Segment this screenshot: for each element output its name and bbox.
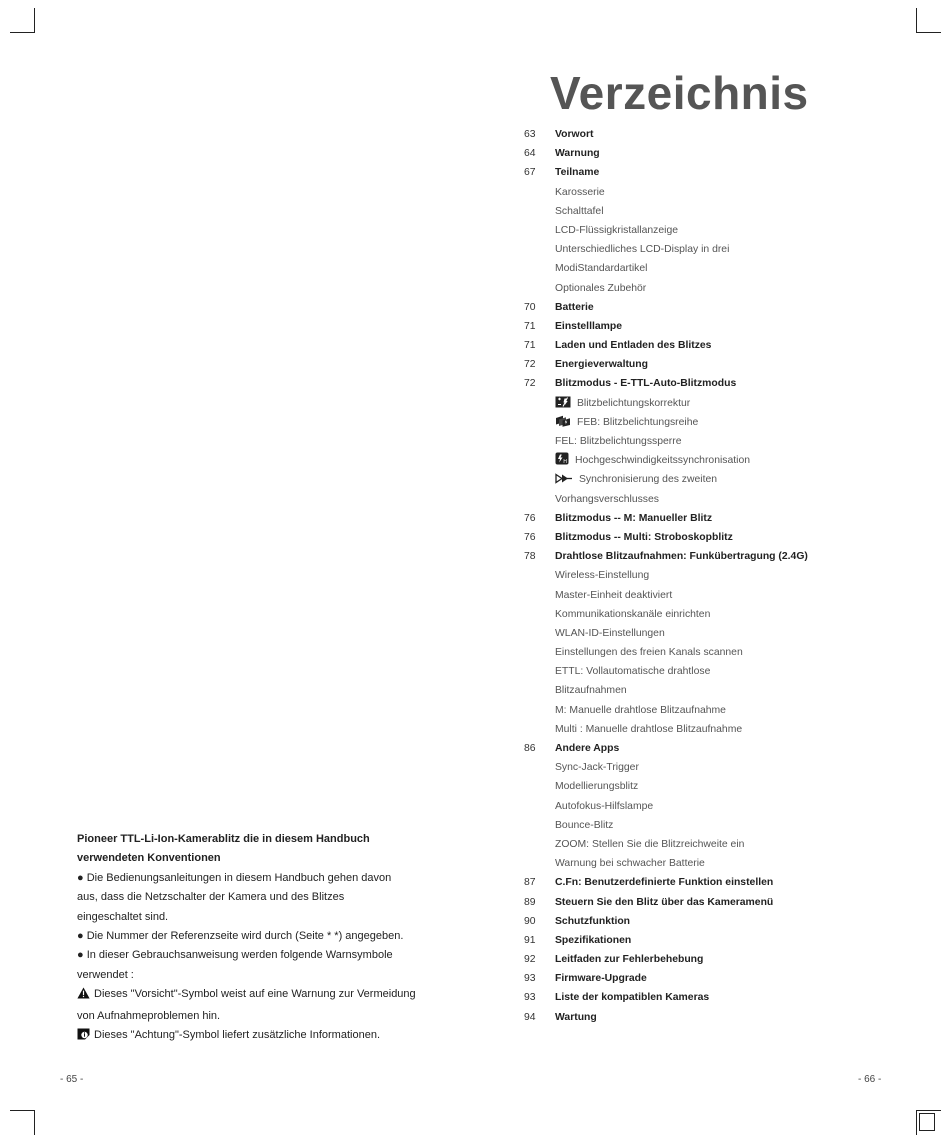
toc-title xyxy=(555,720,742,739)
toc-title-text: Kommunikationskanäle einrichten xyxy=(555,608,711,620)
toc-page-number: 92 xyxy=(524,954,536,966)
conventions-text-6: verwendet : xyxy=(77,968,134,981)
svg-text:H: H xyxy=(563,459,568,466)
toc-title-text: Vorwort xyxy=(555,129,594,140)
toc-title-text: Sync-Jack-Trigger xyxy=(555,762,639,774)
toc-title-text: ZOOM: Stellen Sie die Blitzreichweite ein xyxy=(555,838,745,850)
toc-title xyxy=(555,969,647,988)
toc-title-text: Blitzbelichtungskorrektur xyxy=(577,397,691,409)
toc-title xyxy=(555,931,631,950)
toc-title xyxy=(555,797,653,816)
toc-title-text: Einstellungen des freien Kanals scannen xyxy=(555,647,743,659)
toc-entry xyxy=(510,758,930,777)
crop-mark-top-right xyxy=(916,8,941,33)
conventions-text-1: ● Die Bedienungsanleitungen in diesem Handbuch gehen davon xyxy=(77,871,392,884)
toc-entry xyxy=(510,835,930,854)
toc-page-number: 71 xyxy=(524,340,536,352)
toc-title-text: Blitzmodus -- M: Manueller Blitz xyxy=(555,512,713,524)
conventions-text-3: eingeschaltet sind. xyxy=(77,910,169,923)
toc-page-number: 90 xyxy=(524,915,536,927)
toc-title-text: Wireless-Einstellung xyxy=(555,570,650,582)
toc-page-number: 72 xyxy=(524,359,536,371)
toc-page-number: 67 xyxy=(524,167,536,179)
toc-title-text: Wartung xyxy=(555,1011,597,1023)
toc-page-number: 71 xyxy=(524,320,536,332)
toc-title xyxy=(555,701,726,720)
toc-entry xyxy=(510,873,930,892)
toc-title-text: LCD-Flüssigkristallanzeige xyxy=(555,224,678,236)
toc-title xyxy=(555,758,639,777)
toc-title-text: Firmware-Upgrade xyxy=(555,973,647,985)
toc-title-text: FEB: Blitzbelichtungsreihe xyxy=(577,416,699,428)
toc-title-text: Bounce-Blitz xyxy=(555,819,614,831)
toc-page-number: 91 xyxy=(524,934,536,946)
toc-title-text: Warnung xyxy=(555,148,600,160)
toc-title xyxy=(555,816,613,835)
toc-page-number: 72 xyxy=(524,378,536,390)
toc-entry xyxy=(510,624,930,643)
toc-title xyxy=(555,566,649,585)
toc-title xyxy=(555,586,672,605)
toc-title-text: ModiStandardartikel xyxy=(555,263,648,275)
toc-title xyxy=(555,432,681,451)
crop-mark-bottom-right xyxy=(916,1110,941,1135)
caution-text-2: von Aufnahmeproblemen hin. xyxy=(77,1009,221,1022)
toc-entry xyxy=(510,605,930,624)
toc-title xyxy=(555,739,619,758)
toc-title xyxy=(555,835,744,854)
caution-line xyxy=(77,985,447,1006)
toc-page-number: 93 xyxy=(524,973,536,985)
toc-title xyxy=(555,413,698,434)
note-line xyxy=(77,1026,447,1047)
toc-entry xyxy=(510,355,930,374)
toc-entry xyxy=(510,470,930,489)
toc-title-text: Warnung bei schwacher Batterie xyxy=(555,858,705,870)
toc-page-number: 94 xyxy=(524,1011,536,1023)
toc-entry xyxy=(510,777,930,796)
toc-title-text: Leitfaden zur Fehlerbehebung xyxy=(555,954,704,966)
toc-title xyxy=(555,221,678,240)
toc-entry xyxy=(510,125,930,144)
toc-title xyxy=(555,259,647,278)
note-text: Dieses "Achtung"-Symbol liefert zusätzliche Informationen. xyxy=(94,1029,380,1042)
conventions-text-5: ● In dieser Gebrauchsanweisung werden folgende Warnsymbole xyxy=(77,949,393,962)
toc-title-text: WLAN-ID-Einstellungen xyxy=(555,627,665,639)
toc-entry xyxy=(510,413,930,432)
conventions-heading-line-1: Pioneer TTL-Li-Ion-Kamerablitz die in diesem Handbuch xyxy=(77,833,370,845)
conventions-text-2: aus, dass die Netzschalter der Kamera und des Blitzes xyxy=(77,891,345,904)
toc-entry xyxy=(510,509,930,528)
toc-entry xyxy=(510,893,930,912)
toc-entry xyxy=(510,240,930,259)
toc-title xyxy=(555,950,703,969)
toc-title-text: Hochgeschwindigkeitssynchronisation xyxy=(575,455,751,467)
toc-page-number: 78 xyxy=(524,551,536,563)
conventions-text-4: ● Die Nummer der Referenzseite wird durch (Seite * *) angegeben. xyxy=(77,930,404,943)
toc-title-text: Vorhangsverschlusses xyxy=(555,493,659,505)
toc-entry xyxy=(510,374,930,393)
toc-title xyxy=(555,451,750,472)
toc-page-number: 93 xyxy=(524,992,536,1004)
toc-entry xyxy=(510,451,930,470)
high-speed-sync-icon xyxy=(555,452,569,472)
page-number-left: - 65 - xyxy=(60,1074,84,1085)
toc-entry xyxy=(510,144,930,163)
toc-title-text: Autofokus-Hilfslampe xyxy=(555,800,654,812)
toc-title-text: Einstelllampe xyxy=(555,320,622,332)
toc-title-text: Teilname xyxy=(555,167,600,179)
toc-entry xyxy=(510,432,930,451)
toc-entry xyxy=(510,854,930,873)
toc-title-text: C.Fn: Benutzerdefinierte Funktion einstellen xyxy=(555,877,774,889)
toc-entry xyxy=(510,1008,930,1027)
toc-page-number: 89 xyxy=(524,896,536,908)
toc-title xyxy=(555,490,659,509)
crop-mark-top-left xyxy=(10,8,35,33)
toc-title xyxy=(555,643,743,662)
toc-page-number: 76 xyxy=(524,512,536,524)
toc-page-number: 64 xyxy=(524,148,536,160)
toc-title xyxy=(555,873,773,892)
toc-title-text: Laden und Entladen des Blitzes xyxy=(555,340,712,352)
toc-entry xyxy=(510,547,930,566)
toc-title xyxy=(555,605,710,624)
toc-entry xyxy=(510,912,930,931)
toc-entry xyxy=(510,988,930,1007)
toc-entry xyxy=(510,739,930,758)
toc-page-number: 70 xyxy=(524,301,536,313)
toc-title-text: Schutzfunktion xyxy=(555,915,631,927)
toc-entry xyxy=(510,797,930,816)
toc-title xyxy=(555,240,729,259)
toc-title-text: Unterschiedliches LCD-Display in drei xyxy=(555,244,730,256)
toc-title-text: Energieverwaltung xyxy=(555,359,648,371)
toc-entry xyxy=(510,701,930,720)
toc-title xyxy=(555,912,630,931)
toc-entry xyxy=(510,490,930,509)
toc-title xyxy=(555,163,599,182)
toc-entry xyxy=(510,681,930,700)
conventions-heading-line-2: verwendeten Konventionen xyxy=(77,852,221,865)
page-title: Verzeichnis xyxy=(550,67,809,119)
toc-title-text: Karosserie xyxy=(555,186,605,198)
toc-entry xyxy=(510,586,930,605)
toc-title xyxy=(555,355,648,374)
toc-title-text: FEL: Blitzbelichtungssperre xyxy=(555,436,682,447)
toc-title-text: Blitzmodus - E-TTL-Auto-Blitzmodus xyxy=(555,378,737,390)
toc-title xyxy=(555,893,773,912)
toc-entry xyxy=(510,317,930,336)
toc-title xyxy=(555,509,712,528)
conventions-section xyxy=(77,830,447,1047)
toc-entry xyxy=(510,298,930,317)
toc-title xyxy=(555,662,710,681)
toc-title xyxy=(555,681,627,700)
toc-entry xyxy=(510,816,930,835)
toc-entry xyxy=(510,394,930,413)
toc-entry xyxy=(510,163,930,182)
toc-entry xyxy=(510,202,930,221)
toc-title-text: M: Manuelle drahtlose Blitzaufnahme xyxy=(555,704,726,716)
toc-entry xyxy=(510,950,930,969)
toc-page-number: 63 xyxy=(524,129,536,140)
toc-entry xyxy=(510,336,930,355)
toc-title-text: Blitzmodus -- Multi: Stroboskopblitz xyxy=(555,531,733,543)
toc-title xyxy=(555,470,717,491)
toc-page-number: 76 xyxy=(524,531,536,543)
toc-title xyxy=(555,144,600,163)
toc-entry xyxy=(510,183,930,202)
toc-title xyxy=(555,528,733,547)
toc-title-text: Schalttafel xyxy=(555,205,604,217)
toc-entry xyxy=(510,259,930,278)
toc-title xyxy=(555,374,736,393)
toc-entry xyxy=(510,969,930,988)
toc-title-text: ETTL: Vollautomatische drahtlose xyxy=(555,666,711,678)
toc-title xyxy=(555,202,604,221)
caution-text-1: Dieses "Vorsicht"-Symbol weist auf eine Warnung zur Vermeidung xyxy=(94,988,416,1001)
toc-title-text: Andere Apps xyxy=(555,743,620,754)
toc-title xyxy=(555,1008,597,1027)
toc-title-text: Modellierungsblitz xyxy=(555,781,639,793)
toc-title-text: Spezifikationen xyxy=(555,934,632,946)
toc-title-text: Liste der kompatiblen Kameras xyxy=(555,992,710,1004)
toc-entry xyxy=(510,931,930,950)
toc-entry xyxy=(510,279,930,298)
page-number-right: - 66 - xyxy=(858,1074,882,1085)
toc-title xyxy=(555,547,808,566)
toc-title-text: Blitzaufnahmen xyxy=(555,685,627,697)
toc-title xyxy=(555,854,705,873)
toc-title xyxy=(555,125,593,144)
toc-title xyxy=(555,317,622,336)
toc-title xyxy=(555,183,605,202)
toc-title-text: Synchronisierung des zweiten xyxy=(579,474,718,486)
toc-title xyxy=(555,624,665,643)
toc-title-text: Master-Einheit deaktiviert xyxy=(555,589,673,601)
toc-title xyxy=(555,777,638,796)
toc-entry xyxy=(510,528,930,547)
toc-title xyxy=(555,988,709,1007)
toc-title-text: Multi : Manuelle drahtlose Blitzaufnahme xyxy=(555,723,743,735)
toc-title xyxy=(555,394,690,415)
toc-entry xyxy=(510,720,930,739)
crop-mark-bottom-left xyxy=(10,1110,35,1135)
toc-title-text: Batterie xyxy=(555,301,594,313)
toc-title-text: Optionales Zubehör xyxy=(555,282,647,294)
toc-page-number: 87 xyxy=(524,877,536,889)
toc-entry xyxy=(510,643,930,662)
toc-title-text: Drahtlose Blitzaufnahmen: Funkübertragung (2.4G) xyxy=(555,551,808,563)
toc-entry xyxy=(510,662,930,681)
toc-title xyxy=(555,336,711,355)
toc-entry xyxy=(510,566,930,585)
note-info-icon xyxy=(77,1028,90,1047)
toc-entry xyxy=(510,221,930,240)
toc-title xyxy=(555,298,594,317)
table-of-contents xyxy=(510,125,930,1027)
warning-triangle-icon xyxy=(77,987,90,1006)
toc-page-number: 86 xyxy=(524,743,536,754)
toc-title-text: Steuern Sie den Blitz über das Kameramenü xyxy=(555,896,774,908)
toc-title xyxy=(555,279,646,298)
